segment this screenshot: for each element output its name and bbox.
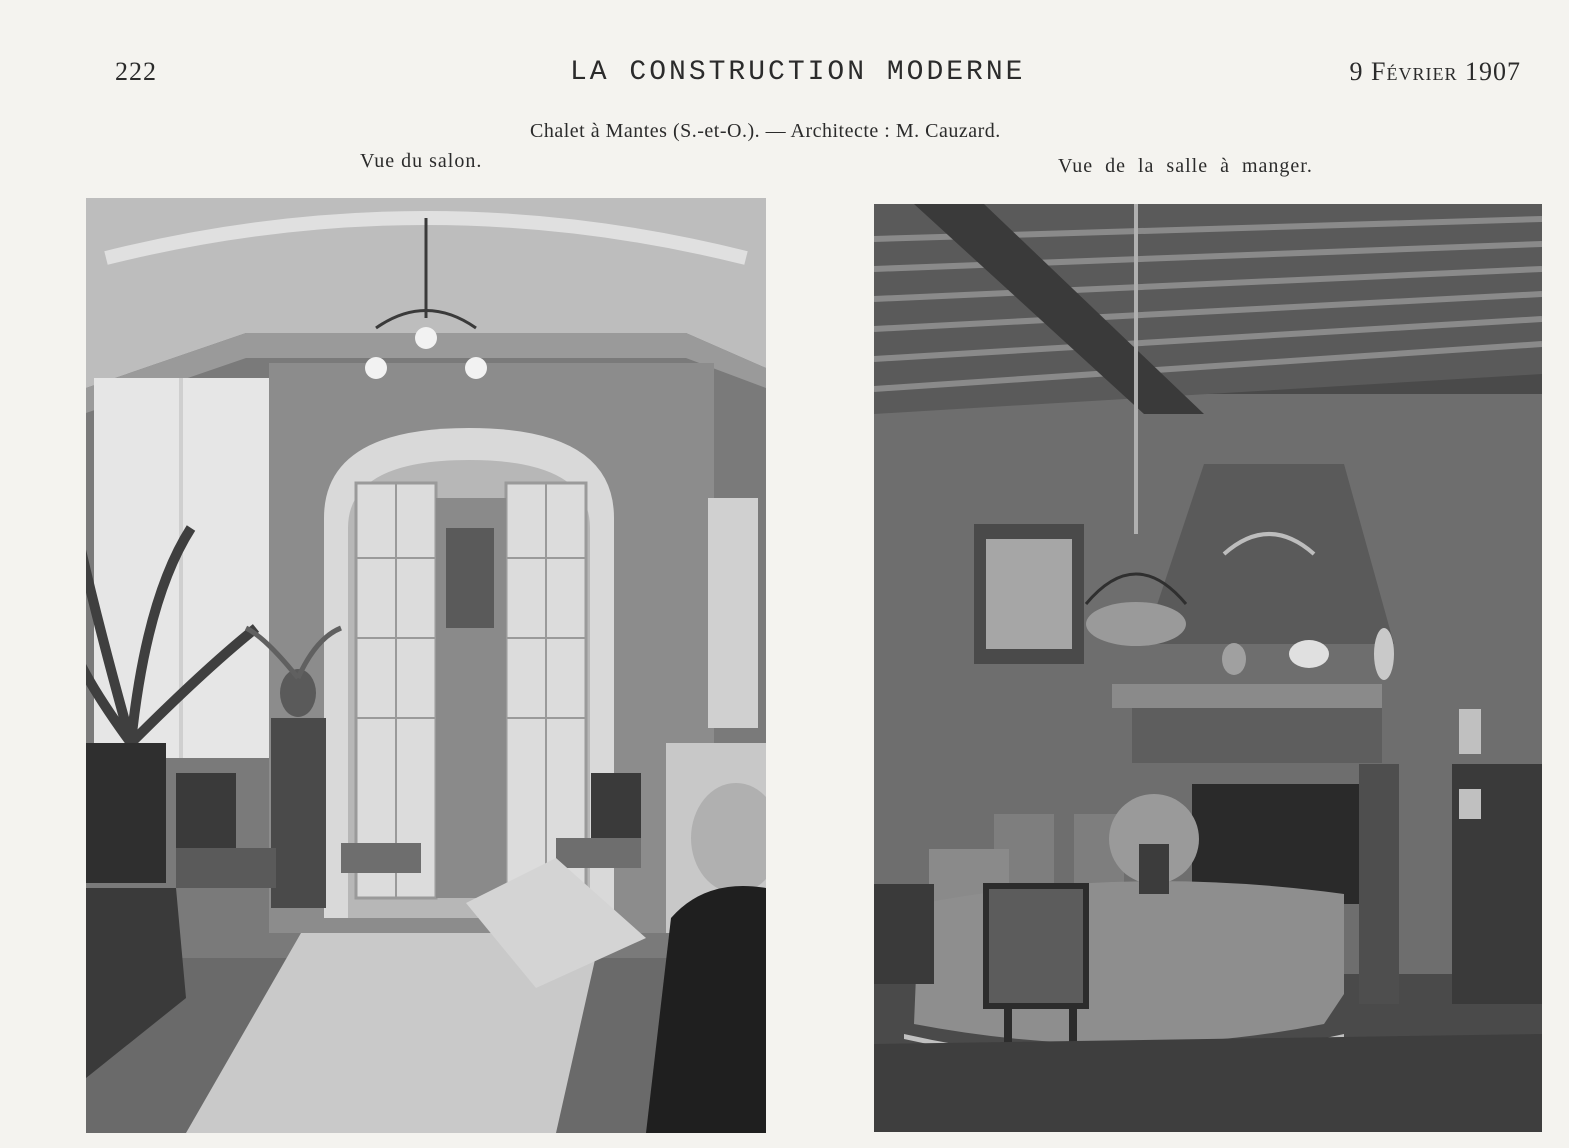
caption-salle-a-manger: Vue de la salle à manger. [1058, 155, 1313, 177]
issue-date-year: 1907 [1465, 57, 1521, 86]
issue-date-day: 9 [1349, 57, 1364, 86]
page-number: 222 [115, 57, 157, 86]
page-header [0, 55, 1569, 95]
article-subtitle: Chalet à Mantes (S.-et-O.). — Architecte : M. Cauzard. [530, 120, 1001, 142]
salon-photo [86, 198, 766, 1133]
salle-a-manger-photo [874, 204, 1542, 1132]
issue-date-month: Février [1371, 57, 1458, 86]
issue-date [1350, 57, 1521, 87]
journal-title: LA CONSTRUCTION MODERNE [570, 57, 1026, 88]
caption-salon: Vue du salon. [360, 150, 483, 172]
